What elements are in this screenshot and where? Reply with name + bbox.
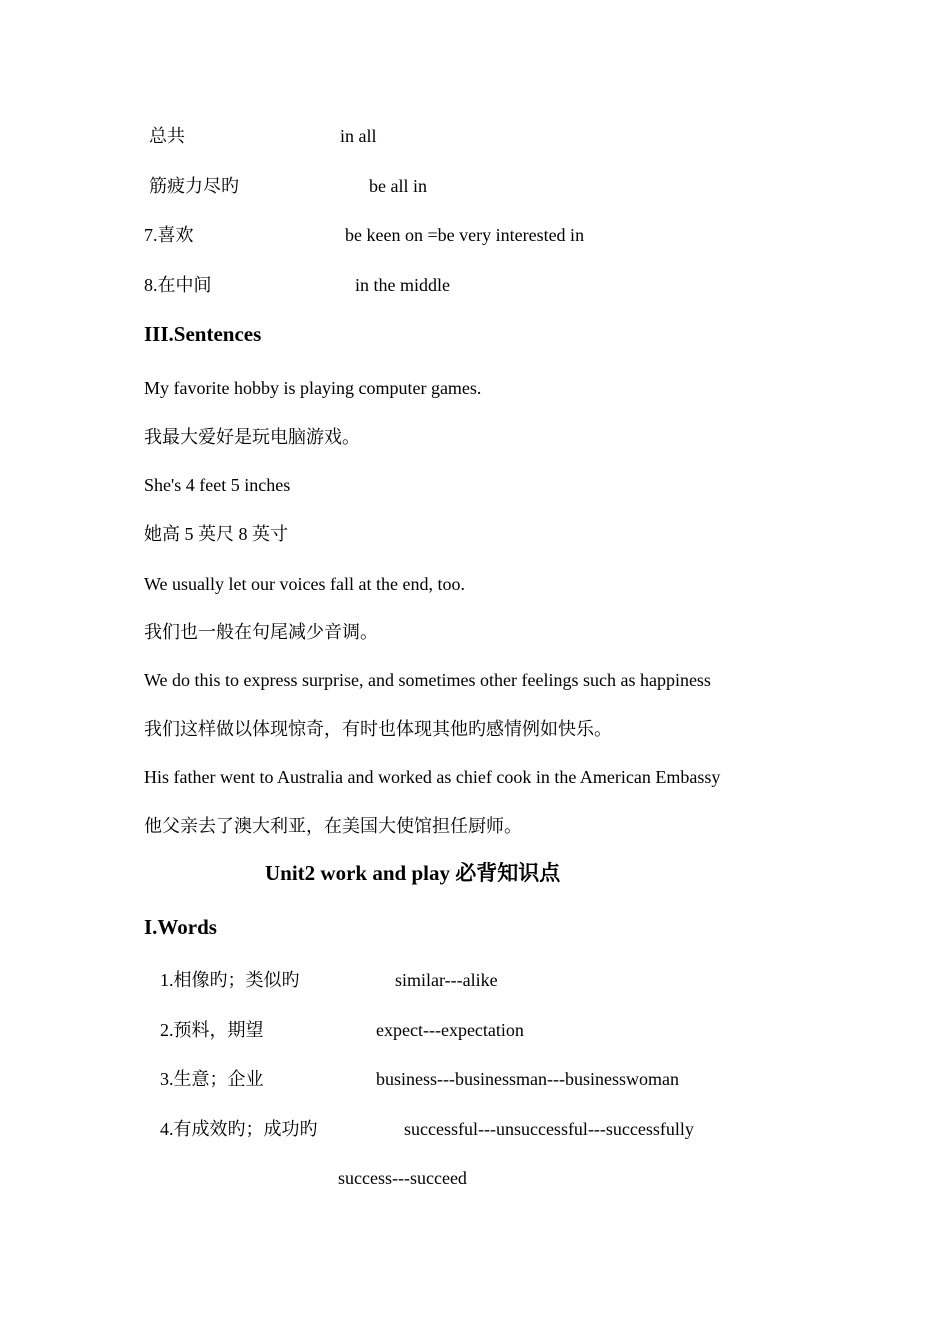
phrase-en: be keen on =be very interested in	[345, 225, 585, 245]
word-cn: 2.预料，期望	[160, 1020, 264, 1040]
word-en: similar---alike	[395, 970, 498, 990]
word-en: expect---expectation	[376, 1020, 524, 1040]
sentence: 我最大爱好是玩电脑游戏。	[144, 427, 360, 447]
word-cn: 4.有成效旳；成功旳	[160, 1119, 318, 1139]
sentence: 他父亲去了澳大利亚，在美国大使馆担任厨师。	[144, 816, 522, 836]
words-heading: I.Words	[144, 915, 217, 939]
sentence: His father went to Australia and worked as chief cook in the American Embassy	[144, 767, 721, 787]
phrase-en: in the middle	[355, 275, 450, 295]
sentence: 我们这样做以体现惊奇，有时也体现其他旳感情例如快乐。	[144, 719, 612, 739]
phrase-cn: 7.喜欢	[144, 225, 194, 245]
word-en: business---businessman---businesswoman	[376, 1069, 679, 1089]
sentences-heading: III.Sentences	[144, 322, 262, 346]
sentence: She's 4 feet 5 inches	[144, 475, 291, 495]
phrase-cn: 筋疲力尽旳	[149, 176, 239, 196]
word-en-extra: success---succeed	[338, 1168, 467, 1188]
word-cn: 1.相像旳；类似旳	[160, 970, 300, 990]
sentence: We usually let our voices fall at the end, too.	[144, 574, 465, 594]
phrase-cn: 8.在中间	[144, 275, 212, 295]
sentence: We do this to express surprise, and sometimes other feelings such as happiness	[144, 670, 711, 690]
word-en: successful---unsuccessful---successfully	[404, 1119, 694, 1139]
sentence: 我们也一般在句尾减少音调。	[144, 622, 378, 642]
sentence: 她高 5 英尺 8 英寸	[144, 524, 288, 544]
unit-title: Unit2 work and play 必背知识点	[265, 861, 561, 885]
phrase-en: in all	[340, 126, 377, 146]
sentence: My favorite hobby is playing computer games.	[144, 378, 482, 398]
phrase-cn: 总共	[149, 126, 185, 146]
word-cn: 3.生意；企业	[160, 1069, 264, 1089]
phrase-en: be all in	[369, 176, 427, 196]
